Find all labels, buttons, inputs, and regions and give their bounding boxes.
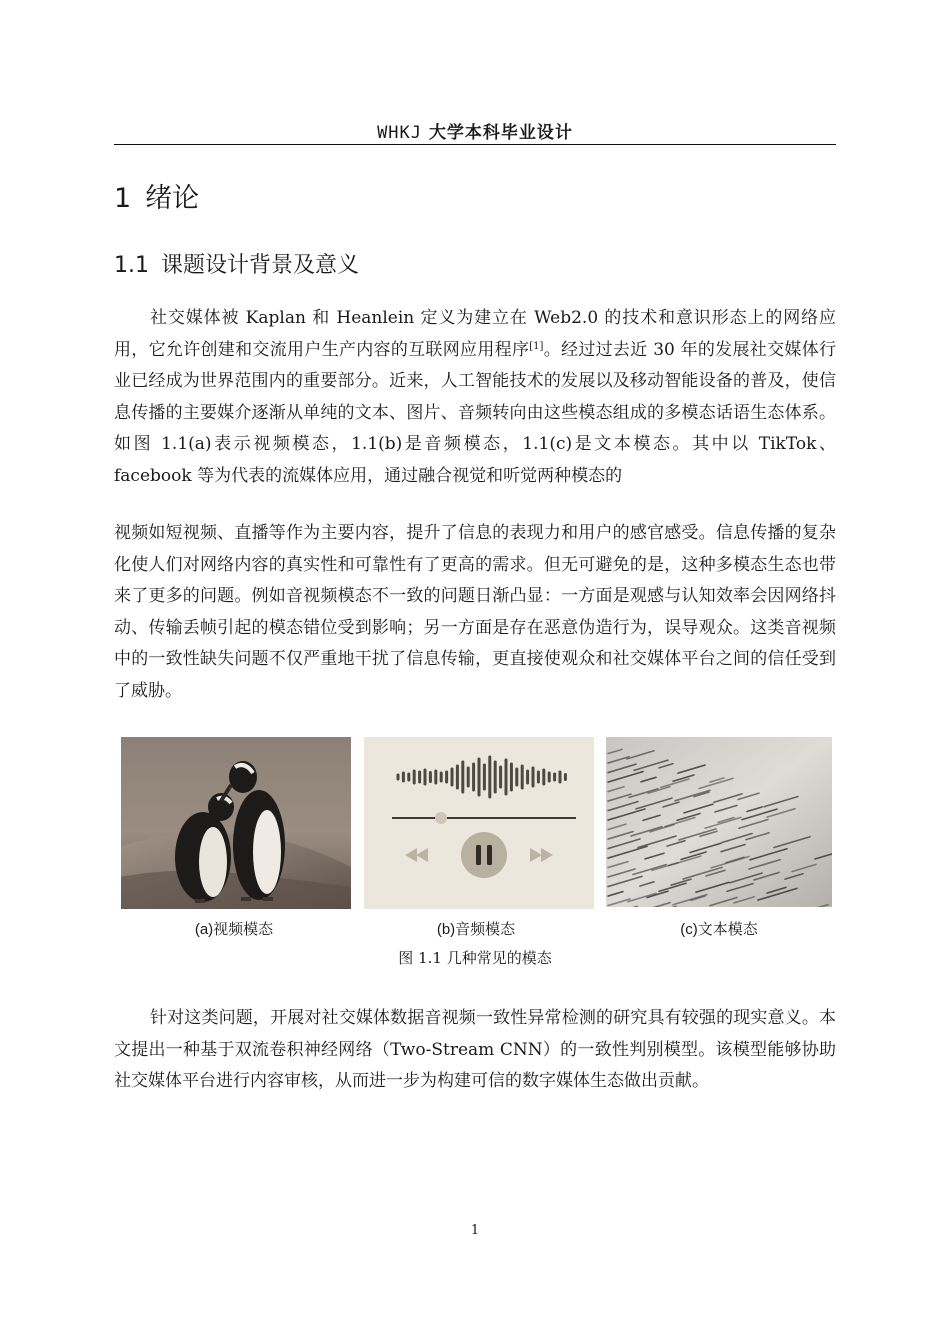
paragraph-1-text-b: 。经过过去近 30 年的发展社交媒体行业已经成为世界范围内的重要部分。近来，人工智能技术的发展以及移动智能设备的普及，使信息传播的主要媒介逐渐从单纯的文本、图片、音频转向由这些模态组成的多模态话语生态体系。如图 1.1(a)表示视频模态，1.1(b)是音频模态，1.1(c)是文本模态。其中以 TikTok、facebook 等为代表的流媒体应用，通过融合视觉和听觉两种模态的 xyxy=(114,339,836,486)
chapter-number: 1 xyxy=(114,183,132,214)
paragraph-significance: 针对这类问题，开展对社交媒体数据音视频一致性异常检测的研究具有较强的现实意义。本文提出一种基于双流卷积神经网络（Two-Stream CNN）的一致性判别模型。该模型能够协助社交媒体平台进行内容审核，从而进一步为构建可信的数字媒体生态做出贡献。 xyxy=(114,1008,836,1091)
running-header xyxy=(114,118,836,145)
subcaption-audio: (b)音频模态 xyxy=(436,921,516,938)
paragraph-1-text-a: 社交媒体被 Kaplan 和 Heanlein 定义为建立在 Web2.0 的技术和意识形态上的网络应用，它允许创建和交流用户生产内容的互联网应用程序 xyxy=(114,308,836,360)
penguin-photo-icon xyxy=(121,737,351,909)
section-number: 1.1 xyxy=(114,253,149,278)
text-modality-image xyxy=(606,737,832,907)
audio-modality-image xyxy=(364,737,594,909)
chapter-title: 绪论 xyxy=(145,183,200,214)
citation-ref[interactable]: [1] xyxy=(529,340,544,352)
audio-player-icon xyxy=(364,737,594,909)
header-rule xyxy=(114,144,836,145)
paragraph-continuation: 视频如短视频、直播等作为主要内容，提升了信息的表现力和用户的感官感受。信息传播的复杂化使人们对网络内容的真实性和可靠性有了更高的需求。但无可避免的是，这种多模态生态也带来了更多的问题。例如音视频模态不一致的问题日渐凸显：一方面是观感与认知效率会因网络抖动、传输丢帧引起的模态错位受到影响；另一方面是存在恶意伪造行为，误导观众。这类音视频中的一致性缺失问题不仅严重地干扰了信息传输，更直接使观众和社交媒体平台之间的信任受到了威胁。 xyxy=(114,523,836,701)
header-title: 大学本科毕业设计 xyxy=(428,123,573,143)
figure-caption: 图 1.1 几种常见的模态 xyxy=(398,949,552,967)
section-title: 课题设计背景及意义 xyxy=(161,253,360,278)
header-university-abbr: WHKJ xyxy=(377,123,423,143)
video-modality-image xyxy=(121,737,351,909)
figure-modalities xyxy=(114,737,836,969)
paragraph-background xyxy=(114,303,836,492)
page-number: 1 xyxy=(470,1223,480,1238)
section-heading xyxy=(114,248,359,279)
subcaption-video: (a)视频模态 xyxy=(194,921,274,938)
subcaption-text: (c)文本模态 xyxy=(680,921,758,938)
book-page-photo-icon xyxy=(606,737,832,907)
chapter-heading xyxy=(114,176,199,215)
